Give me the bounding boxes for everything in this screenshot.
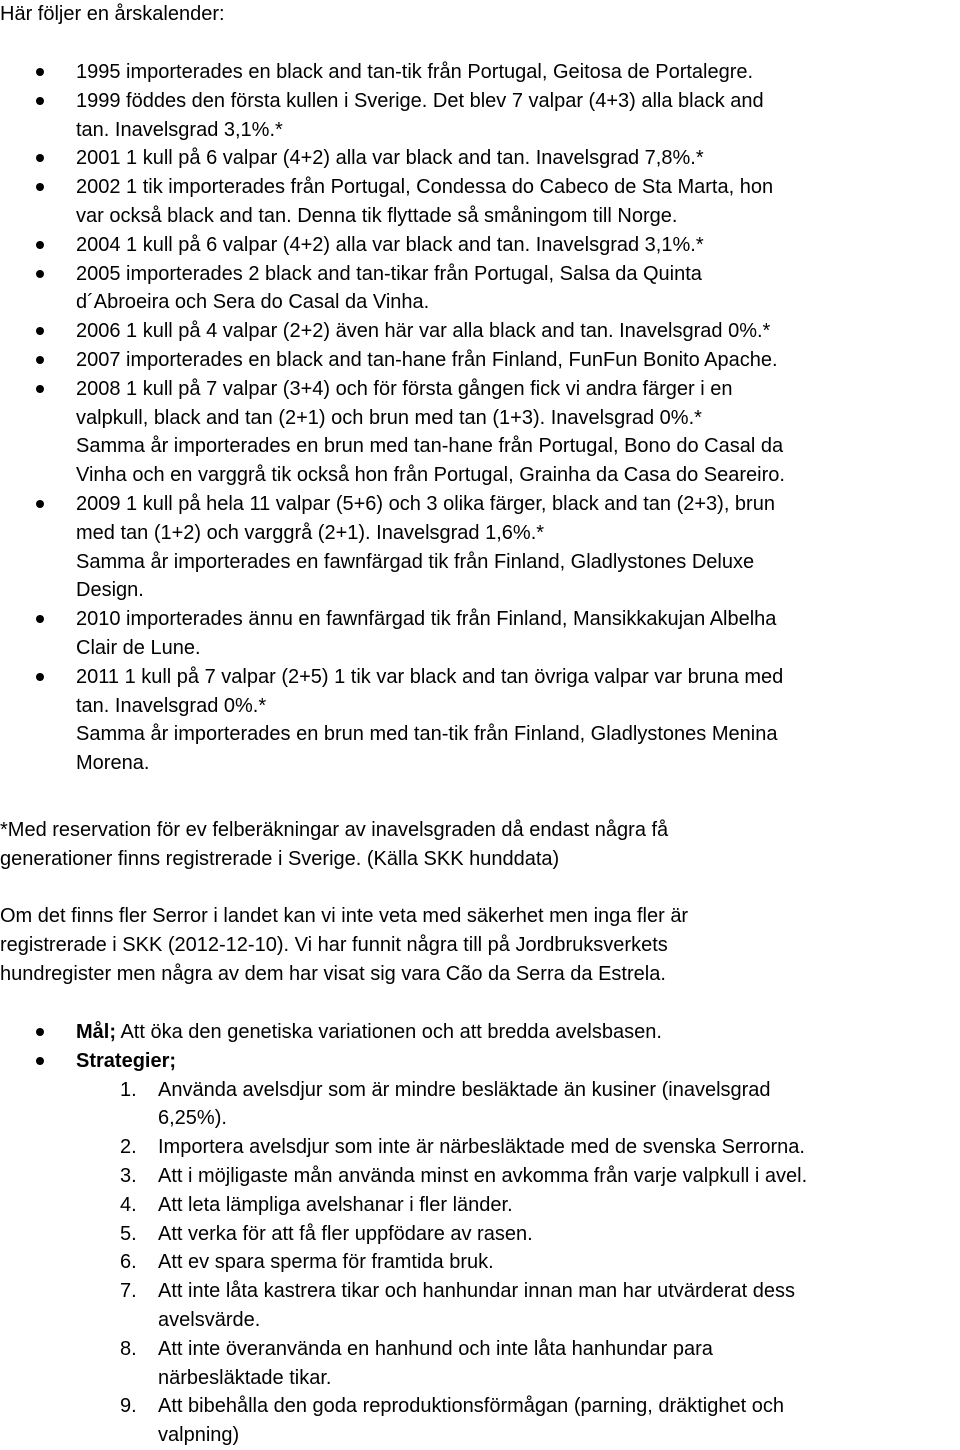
calendar-entry-text: 2007 importerades en black and tan-hane från Finland, FunFun Bonito Apache.: [76, 348, 778, 371]
strategies-item: [0, 1047, 960, 1076]
calendar-entry-2009: [0, 490, 960, 605]
bullet-icon: [36, 615, 44, 623]
calendar-entry-text: 2001 1 kull på 6 valpar (4+2) alla var black and tan. Inavelsgrad 7,8%.*: [76, 147, 704, 170]
bullet-icon: [36, 154, 44, 162]
intro-heading: Här följer en årskalender:: [0, 3, 225, 25]
calendar-entry-1995: [0, 58, 960, 87]
step-number: 9.: [120, 1395, 137, 1418]
footnote-text: *Med reservation för ev felberäkningar av inavelsgraden då endast några få generationer finns registrerade i Sverige. (Källa SKK hunddata): [0, 819, 669, 870]
strategy-step-9: [0, 1392, 960, 1450]
calendar-entry-text: 1999 föddes den första kullen i Sverige. Det blev 7 valpar (4+3) alla black and tan. Inavelsgrad 3,1%.*: [76, 89, 764, 141]
bullet-icon: [36, 68, 44, 76]
step-text: Att leta lämpliga avelshanar i fler länder.: [158, 1193, 513, 1216]
calendar-entry-text: 2011 1 kull på 7 valpar (2+5) 1 tik var black and tan övriga valpar var bruna med tan. Inavelsgrad 0%.* Samma år importerades en brun med tan-tik från Finland, Gladlystones Menina Morena.: [76, 665, 784, 775]
calendar-entry-text: 2006 1 kull på 4 valpar (2+2) även här var alla black and tan. Inavelsgrad 0%.*: [76, 320, 771, 343]
bullet-icon: [36, 673, 44, 681]
step-text: Att ev spara sperma för framtida bruk.: [158, 1251, 494, 1274]
calendar-entry-2010: [0, 605, 960, 663]
calendar-entry-text: 2002 1 tik importerades från Portugal, Condessa do Cabeco de Sta Marta, hon var också black and tan. Denna tik flyttade så småningom till Norge.: [76, 176, 774, 227]
step-text: Att bibehålla den goda reproduktionsförmågan (parning, dräktighet och valpning): [158, 1395, 784, 1447]
strategies-numbered-list: [0, 1076, 960, 1450]
goal-label: Mål;: [76, 1021, 116, 1043]
bullet-icon: [36, 1028, 44, 1036]
strategies-line: [76, 1047, 960, 1076]
calendar-entry-2001: [0, 144, 960, 173]
calendar-entry-text: 2005 importerades 2 black and tan-tikar från Portugal, Salsa da Quinta d´Abroeira och Sera do Casal da Vinha.: [76, 262, 702, 314]
bullet-icon: [36, 241, 44, 249]
intro-section: [0, 0, 960, 29]
step-text: Använda avelsdjur som är mindre besläktade än kusiner (inavelsgrad 6,25%).: [158, 1078, 771, 1130]
step-number: 7.: [120, 1280, 137, 1303]
step-text: Att inte låta kastrera tikar och hanhundar innan man har utvärderat dess avelsvärde.: [158, 1280, 796, 1331]
strategy-step-7: [0, 1277, 960, 1335]
bullet-icon: [36, 183, 44, 191]
strategy-step-2: [0, 1133, 960, 1162]
step-text: Att verka för att få fler uppfödare av rasen.: [158, 1222, 533, 1245]
strategies-label: Strategier;: [76, 1049, 177, 1072]
goal-item: [0, 1018, 960, 1047]
step-number: 8.: [120, 1337, 137, 1360]
step-number: 2.: [120, 1136, 137, 1159]
step-text: Att i möjligaste mån använda minst en avkomma från varje valpkull i avel.: [158, 1164, 808, 1187]
calendar-entry-2005: [0, 260, 960, 318]
calendar-entry-text: 2010 importerades ännu en fawnfärgad tik från Finland, Mansikkakujan Albelha Clair de Lune.: [76, 608, 777, 659]
step-number: 6.: [120, 1251, 137, 1274]
goals-section: [0, 1018, 960, 1450]
calendar-entry-2002: [0, 173, 960, 231]
bullet-icon: [36, 97, 44, 105]
closing-paragraph: Om det finns fler Serror i landet kan vi inte veta med säkerhet men inga fler är registrerade i SKK (2012-12-10). Vi har funnit några till på Jordbruksverkets hundregister men några av dem har visat sig vara Cão da Serra da Estrela.: [0, 905, 689, 985]
bullet-icon: [36, 356, 44, 364]
step-text: Att inte överanvända en hanhund och inte låta hanhundar para närbesläktade tikar.: [158, 1337, 713, 1389]
strategy-step-4: [0, 1191, 960, 1220]
strategy-step-8: [0, 1335, 960, 1393]
step-text: Importera avelsdjur som inte är närbesläktade med de svenska Serrorna.: [158, 1136, 805, 1159]
closing-paragraph-section: [0, 902, 960, 988]
calendar-entry-2006: [0, 317, 960, 346]
calendar-entry-text: 2008 1 kull på 7 valpar (3+4) och för första gången fick vi andra färger i en valpkull, black and tan (2+1) och brun med tan (1+3). Inavelsgrad 0%.* Samma år importerades en brun med tan-hane från Portugal, Bono do Casal da Vinha och en varggrå tik också hon från Portugal, Grainha da Casa do Seareiro.: [76, 377, 785, 487]
goal-line: [76, 1018, 960, 1047]
calendar-entry-text: 2004 1 kull på 6 valpar (4+2) alla var black and tan. Inavelsgrad 3,1%.*: [76, 233, 704, 256]
footnote-section: [0, 816, 960, 874]
step-number: 1.: [120, 1078, 137, 1101]
goals-list: [0, 1018, 960, 1076]
step-number: 3.: [120, 1164, 137, 1187]
bullet-icon: [36, 327, 44, 335]
bullet-icon: [36, 1057, 44, 1065]
bullet-icon: [36, 270, 44, 278]
calendar-entry-2007: [0, 346, 960, 375]
step-number: 5.: [120, 1222, 137, 1245]
strategy-step-3: [0, 1162, 960, 1191]
calendar-entry-1999: [0, 87, 960, 145]
step-number: 4.: [120, 1193, 137, 1216]
calendar-entry-2008: [0, 375, 960, 490]
calendar-entry-2004: [0, 231, 960, 260]
year-calendar-list: [0, 58, 960, 778]
calendar-entry-text: 2009 1 kull på hela 11 valpar (5+6) och 3 olika färger, black and tan (2+3), brun med tan (1+2) och varggrå (2+1). Inavelsgrad 1,6%.* Samma år importerades en fawnfärgad tik från Finland, Gladlystones Deluxe Design.: [76, 492, 775, 602]
goal-text: Att öka den genetiska variationen och att bredda avelsbasen.: [116, 1021, 662, 1043]
calendar-entry-2011: [0, 663, 960, 778]
strategy-step-1: [0, 1076, 960, 1134]
strategy-step-5: [0, 1220, 960, 1249]
bullet-icon: [36, 385, 44, 393]
calendar-entry-text: 1995 importerades en black and tan-tik från Portugal, Geitosa de Portalegre.: [76, 61, 754, 83]
bullet-icon: [36, 500, 44, 508]
strategy-step-6: [0, 1248, 960, 1277]
